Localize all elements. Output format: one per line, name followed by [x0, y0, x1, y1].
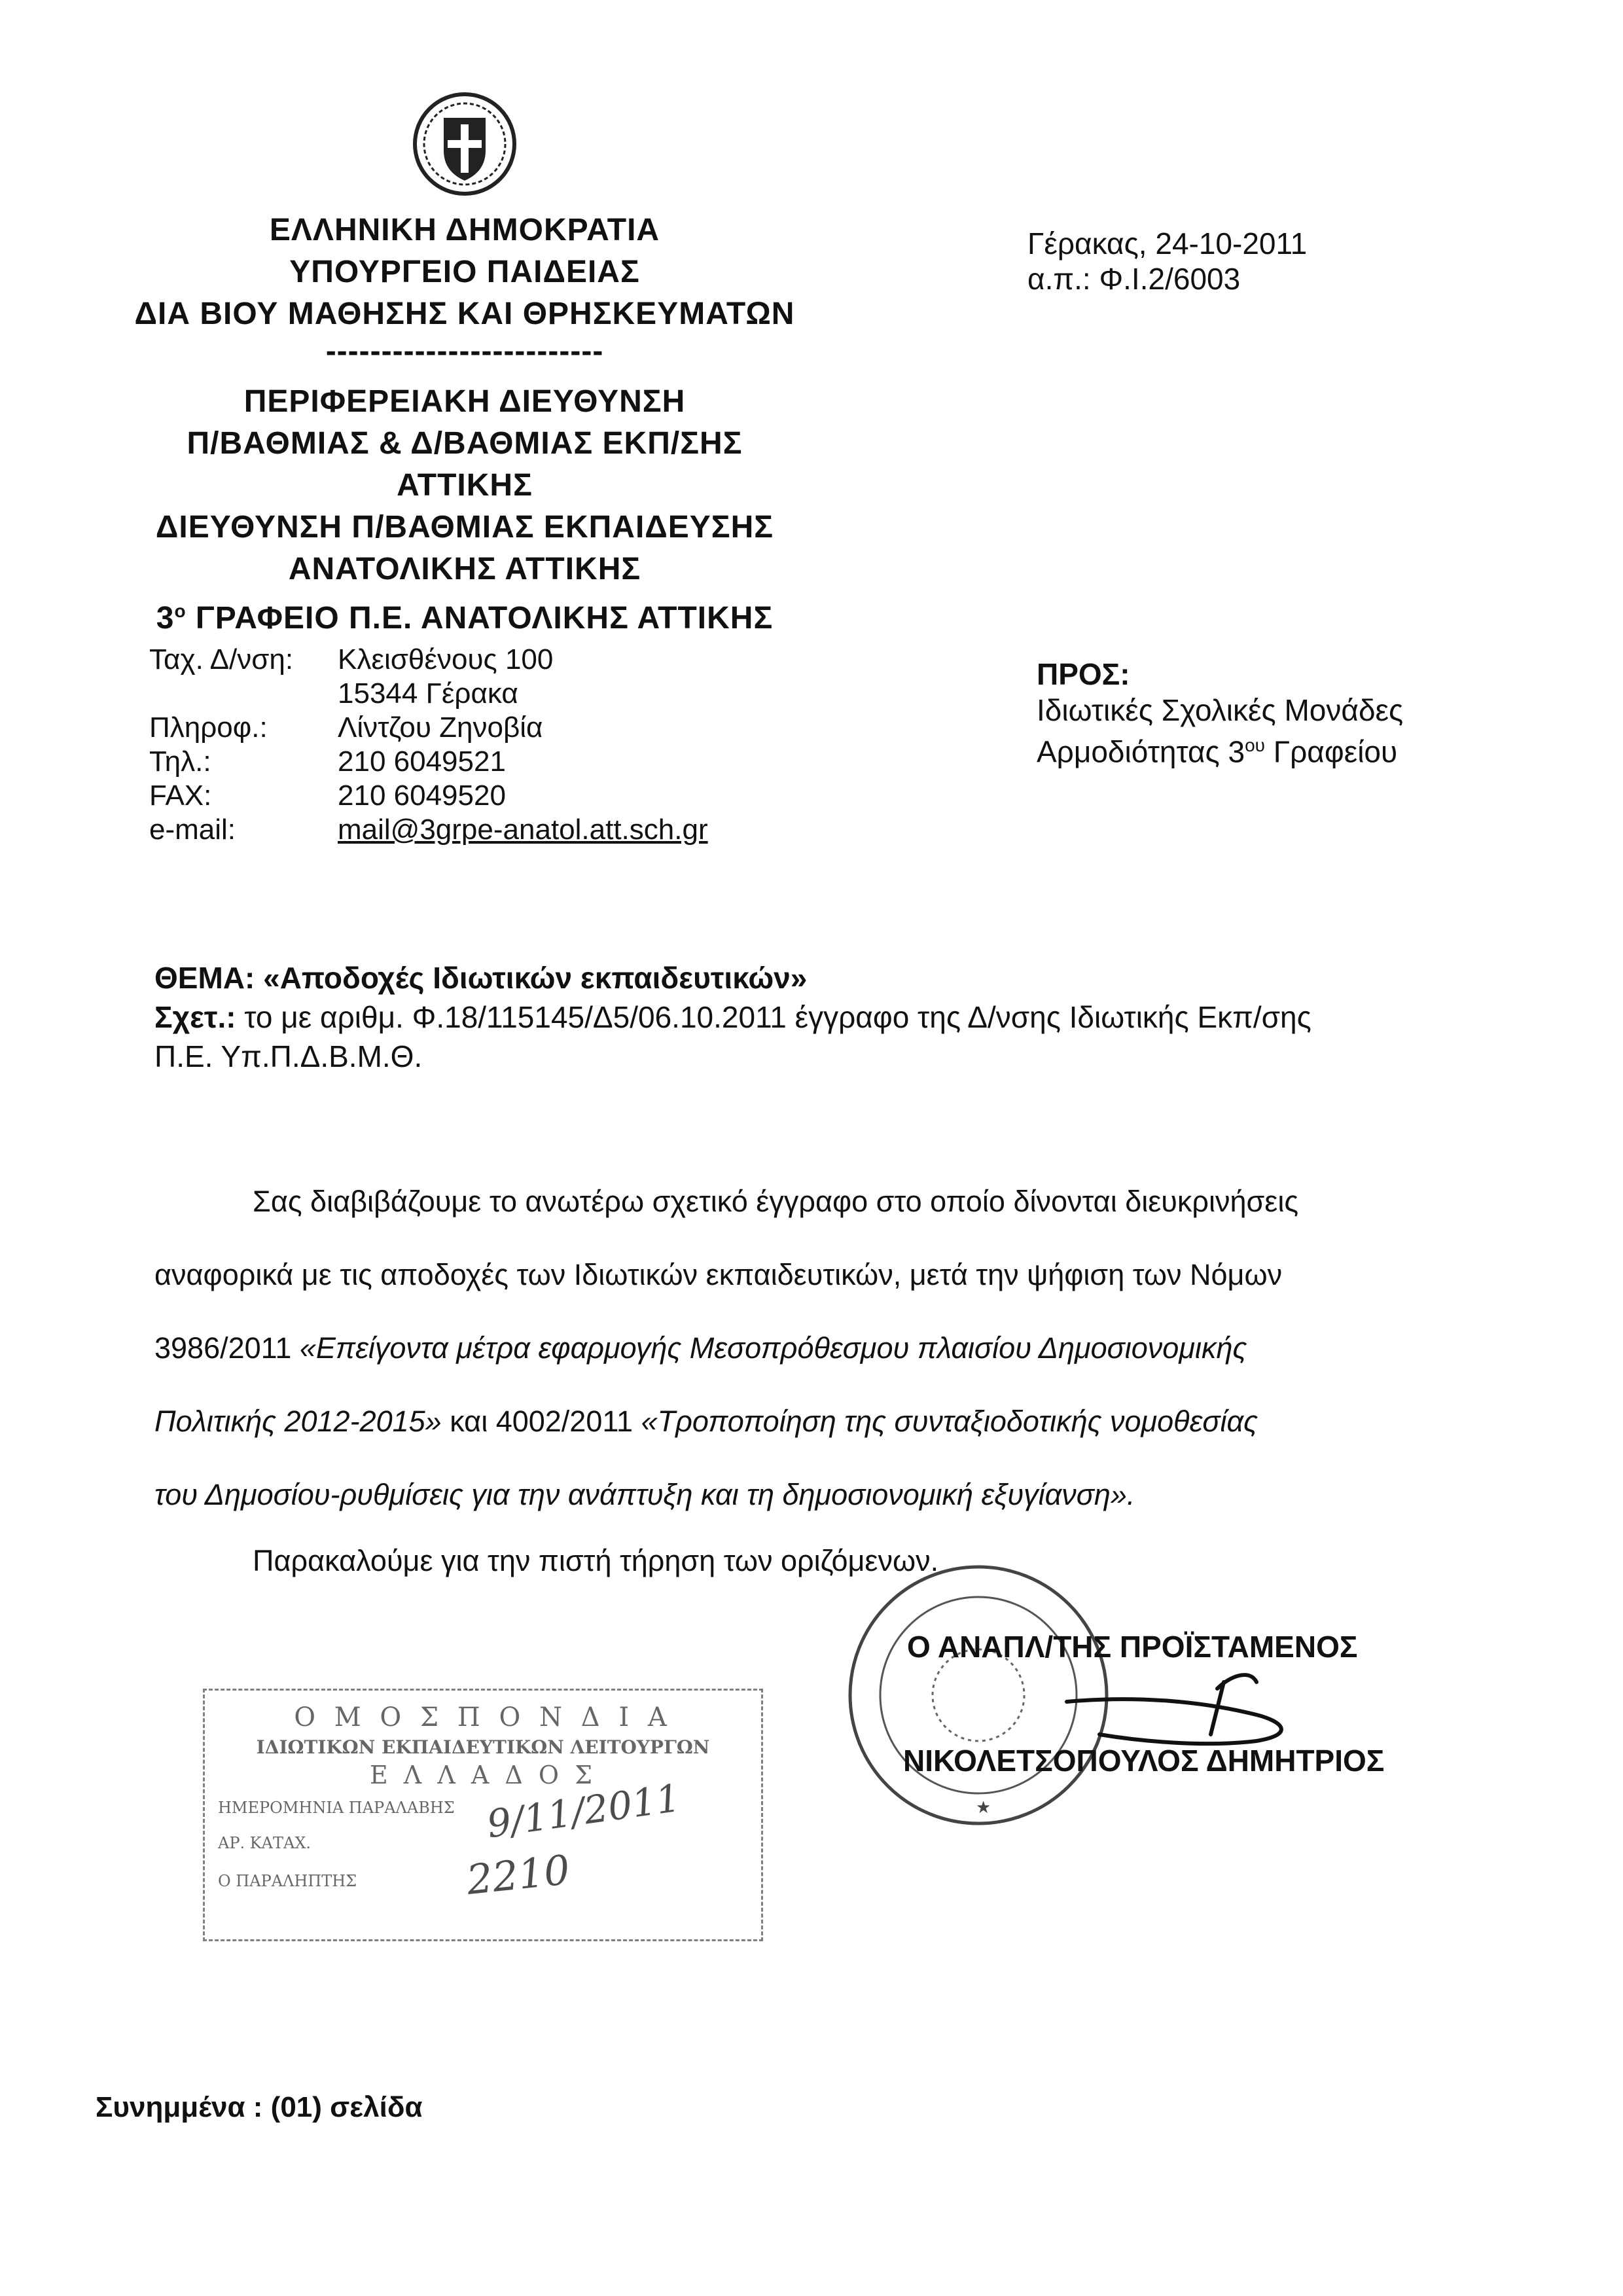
contact-person: Λίντζου Ζηνοβία: [338, 711, 543, 744]
stamp-handwritten-number: 2210: [464, 1845, 573, 1905]
contact-address: Κλεισθένους 100: [338, 643, 554, 675]
header-line-1: ΕΛΛΗΝΙΚΗ ΔΗΜΟΚΡΑΤΙΑ: [269, 213, 660, 247]
contact-label-address: Ταχ. Δ/νση:: [149, 643, 294, 675]
contact-label-info: Πληροφ.:: [149, 711, 268, 744]
letter-body: [154, 1165, 1463, 1590]
date-protocol: [1027, 226, 1307, 296]
contact-values: [338, 643, 796, 847]
recipient-line-1: Ιδιωτικές Σχολικές Μονάδες: [1037, 693, 1404, 727]
recipient-heading: ΠΡΟΣ:: [1037, 657, 1130, 691]
signatory-title: Ο ΑΝΑΠΛ/ΤΗΣ ΠΡΟΪΣΤΑΜΕΝΟΣ: [907, 1630, 1358, 1664]
body-line-5: του Δημοσίου-ρυθμίσεις για την ανάπτυξη και τη δημοσιονομική εξυγίανση».: [154, 1478, 1135, 1511]
stamp-line-5: ΑΡ. ΚΑΤΑΧ.: [218, 1834, 312, 1852]
reference-line: Σχετ.: το με αριθμ. Φ.18/115145/Δ5/06.10.2011 έγγραφο της Δ/νσης Ιδιωτικής Εκπ/σης: [154, 1000, 1311, 1034]
contact-label-blank: [149, 677, 346, 711]
contact-label-fax: FAX:: [149, 780, 212, 812]
contact-labels: [149, 643, 346, 847]
attachments-note: Συνημμένα : (01) σελίδα: [96, 2091, 423, 2123]
body-line-3: 3986/2011 «Επείγοντα μέτρα εφαρμογής Μεσοπρόθεσμου πλαισίου Δημοσιονομικής: [154, 1331, 1247, 1365]
office-line: $3^o$ ΓΡΑΦΕΙΟ Π.Ε. ΑΝΑΤΟΛΙΚΗΣ ΑΤΤΙΚΗΣ: [156, 601, 774, 636]
body-line-4: Πολιτικής 2012-2015» και 4002/2011 «Τροποποίηση της συνταξιοδοτικής νομοθεσίας: [154, 1405, 1258, 1438]
reference-line-2: Π.Ε. Υπ.Π.Δ.Β.Μ.Θ.: [154, 1039, 423, 1073]
stamp-line-6: Ο ΠΑΡΑΛΗΠΤΗΣ: [218, 1872, 357, 1890]
body-line-6: Παρακαλούμε για την πιστή τήρηση των οριζόμενων.: [253, 1544, 939, 1577]
subject-line: ΘΕΜΑ: «Αποδοχές Ιδιωτικών εκπαιδευτικών»: [154, 961, 808, 995]
header-divider: -------------------------: [325, 334, 604, 368]
subject-block: [154, 958, 1463, 1076]
contact-label-phone: Τηλ.:: [149, 745, 211, 778]
body-line-1: Σας διαβιβάζουμε το ανωτέρω σχετικό έγγραφο στο οποίο δίνονται διευκρινήσεις: [253, 1185, 1299, 1218]
stamp-line-4: ΗΜΕΡΟΜΗΝΙΑ ΠΑΡΑΛΑΒΗΣ: [218, 1799, 455, 1817]
contact-label-email: e-mail:: [149, 814, 236, 846]
dept-line-3: ΔΙΕΥΘΥΝΣΗ Π/ΒΑΘΜΙΑΣ ΕΚΠΑΙΔΕΥΣΗΣ: [155, 510, 774, 545]
dept-line-1: ΠΕΡΙΦΕΡΕΙΑΚΗ ΔΙΕΥΘΥΝΣΗ: [243, 384, 686, 419]
protocol-number: α.π.: Φ.Ι.2/6003: [1027, 262, 1241, 296]
signatory-name: ΝΙΚΟΛΕΤΣΟΠΟΥΛΟΣ ΔΗΜΗΤΡΙΟΣ: [903, 1744, 1385, 1778]
recipient-line-2: Αρμοδιότητας $3^{o\upsilon}$ Γραφείου: [1037, 734, 1398, 769]
greek-coat-of-arms-icon: [411, 90, 518, 198]
contact-postcode: 15344 Γέρακα: [338, 677, 518, 709]
contact-phone: 210 6049521: [338, 745, 506, 778]
contact-fax: 210 6049520: [338, 780, 506, 812]
stamp-line-2: ΙΔΙΩΤΙΚΩΝ ΕΚΠΑΙΔΕΥΤΙΚΩΝ ΛΕΙΤΟΥΡΓΩΝ: [256, 1736, 710, 1758]
ministry-header: [118, 209, 812, 639]
body-line-2: αναφορικά με τις αποδοχές των Ιδιωτικών εκπαιδευτικών, μετά την ψήφιση των Νόμων: [154, 1258, 1283, 1291]
svg-text:★: ★: [976, 1798, 991, 1818]
stamp-line-1: Ο Μ Ο Σ Π Ο Ν Δ Ι Α: [294, 1702, 672, 1732]
dept-line-4: ΑΝΑΤΟΛΙΚΗΣ ΑΤΤΙΚΗΣ: [288, 552, 641, 586]
place-date: Γέρακας, 24-10-2011: [1027, 226, 1308, 260]
recipient-block: [1037, 656, 1403, 769]
dept-line-2: Π/ΒΑΘΜΙΑΣ & Δ/ΒΑΘΜΙΑΣ ΕΚΠ/ΣΗΣ ΑΤΤΙΚΗΣ: [187, 426, 743, 503]
stamp-handwritten-date: 9/11/2011: [484, 1775, 683, 1847]
stamp-line-3: Ε Λ Λ Α Δ Ο Σ: [369, 1761, 596, 1789]
header-line-2: ΥΠΟΥΡΓΕΙΟ ΠΑΙΔΕΙΑΣ: [289, 255, 640, 289]
receipt-stamp: [203, 1689, 763, 1941]
header-line-3: ΔΙΑ ΒΙΟΥ ΜΑΘΗΣΗΣ ΚΑΙ ΘΡΗΣΚΕΥΜΑΤΩΝ: [134, 296, 795, 331]
contact-email-link[interactable]: mail@3grpe-anatol.att.sch.gr: [338, 814, 708, 846]
